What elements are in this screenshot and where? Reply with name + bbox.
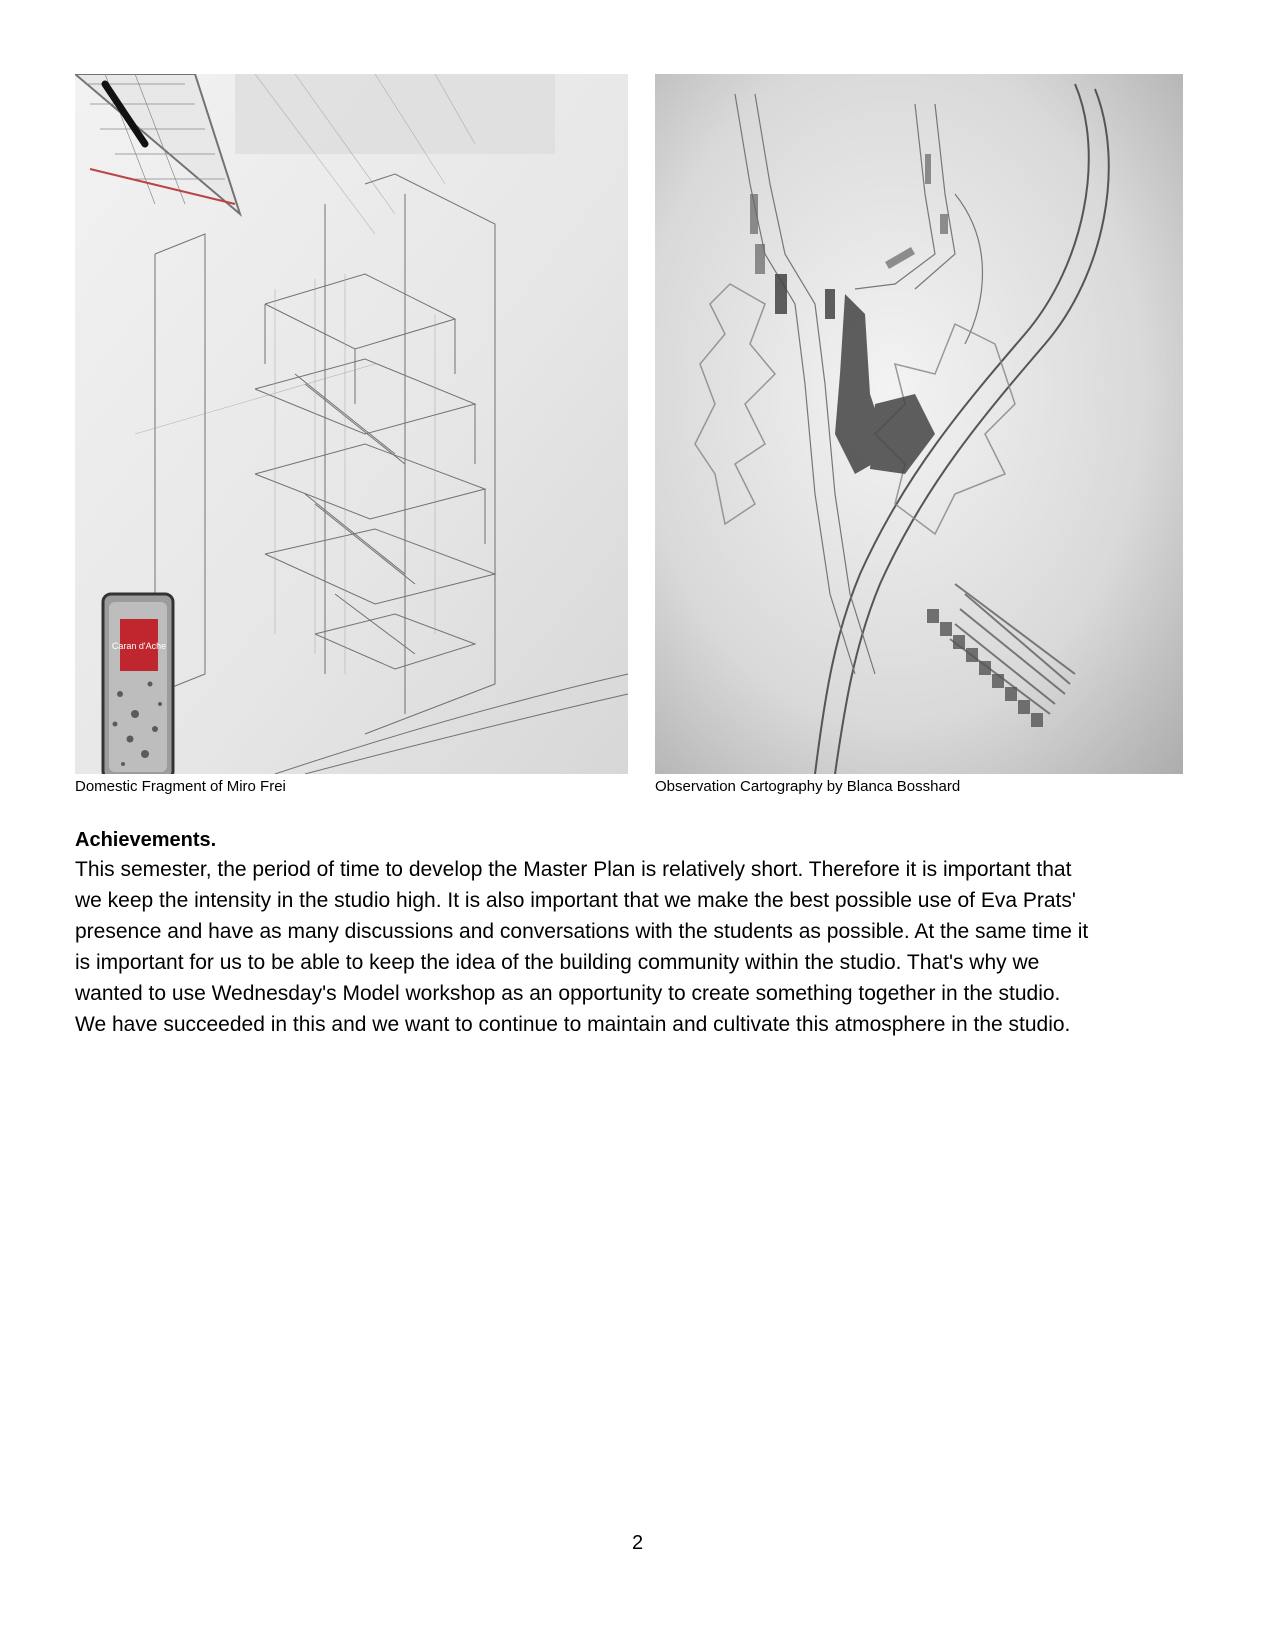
photo-observation-cartography xyxy=(655,74,1183,774)
paragraph-line: wanted to use Wednesday's Model workshop as an opportunity to create something together in the studio. xyxy=(75,982,1061,1005)
paragraph-line: We have succeeded in this and we want to continue to maintain and cultivate this atmosphere in the studio. xyxy=(75,1013,1071,1036)
photo-domestic-fragment xyxy=(75,74,628,774)
figure-caption-left: Domestic Fragment of Miro Frei xyxy=(75,778,286,795)
section-heading: Achievements. xyxy=(75,829,217,851)
figure-caption-right: Observation Cartography by Blanca Bosshard xyxy=(655,778,961,795)
cartography-drawing-image xyxy=(655,74,1183,774)
paragraph-line: This semester, the period of time to develop the Master Plan is relatively short. Therefore it is important that xyxy=(75,858,1072,881)
paragraph-line: presence and have as many discussions and conversations with the students as possible. At the same time it xyxy=(75,920,1089,943)
body-paragraph xyxy=(75,854,1215,1040)
paragraph-line: we keep the intensity in the studio high. It is also important that we make the best possible use of Eva Prats' xyxy=(75,889,1076,912)
metal-pencil-tin xyxy=(103,594,173,774)
paragraph-line: is important for us to be able to keep the idea of the building community within the studio. That's why we xyxy=(75,951,1040,974)
tin-brand-label: Caran d'Ache xyxy=(111,641,167,651)
page-number: 2 xyxy=(631,1532,644,1554)
isometric-drawing-image xyxy=(75,74,628,774)
